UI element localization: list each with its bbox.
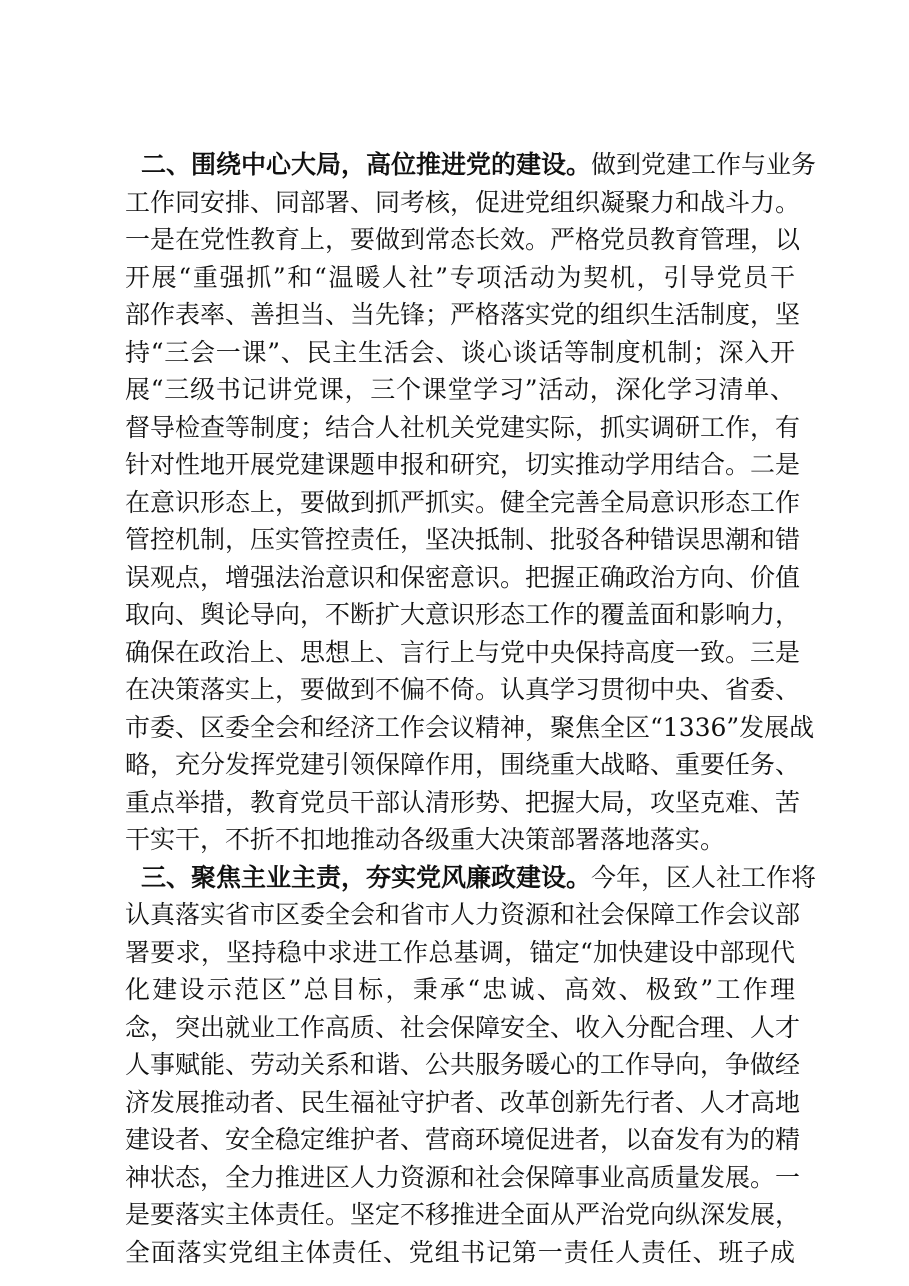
- section2-line: 管控机制，压实管控责任，坚决抵制、批驳各种错误思潮和错: [125, 525, 801, 554]
- section2-line: 取向、舆论导向，不断扩大意识形态工作的覆盖面和影响力，: [125, 600, 801, 629]
- document-body: [125, 146, 817, 1271]
- section2-line: 略，充分发挥党建引领保障作用，围绕重大战略、重要任务、: [125, 750, 801, 779]
- section2-line: 针对性地开展党建课题申报和研究，切实推动学用结合。二是: [125, 450, 801, 479]
- section2-line: 在决策落实上，要做到不偏不倚。认真学习贯彻中央、省委、: [125, 675, 801, 704]
- section2-line: 开展“重强抓”和“温暖人社”专项活动为契机，引导党员干: [125, 262, 795, 292]
- section2-line: 部作表率、善担当、当先锋；严格落实党的组织生活制度，坚: [125, 300, 801, 329]
- section2-line: 工作同安排、同部署、同考核，促进党组织凝聚力和战斗力。: [125, 187, 801, 217]
- section3-line: 认真落实省市区委全会和省市人力资源和社会保障工作会议部: [125, 900, 801, 929]
- section3-first-line-text: 今年，区人社工作将: [591, 862, 817, 892]
- section3-line: 念，突出就业工作高质、社会保障安全、收入分配合理、人才: [125, 1012, 801, 1042]
- section2-heading: 二、围绕中心大局，高位推进党的建设。: [141, 150, 592, 179]
- section2-line: 重点举措，教育党员干部认清形势、把握大局，攻坚克难、苦: [125, 787, 801, 817]
- section3-line: 化建设示范区”总目标，秉承“忠诚、高效、极致”工作理: [125, 975, 795, 1004]
- section3-line: 署要求，坚持稳中求进工作总基调，锚定“加快建设中部现代: [125, 937, 795, 967]
- section2-line: 展“三级书记讲党课，三个课堂学习”活动，深化学习清单、: [125, 375, 795, 404]
- section3-line: 是要落实主体责任。坚定不移推进全面从严治党向纵深发展，: [125, 1200, 801, 1229]
- section2-last-line: 干实干，不折不扣地推动各级重大决策部署落地落实。: [125, 825, 726, 854]
- section3-first-line: [125, 859, 817, 897]
- section2-line: 误观点，增强法治意识和保密意识。把握正确政治方向、价值: [125, 562, 801, 592]
- section3-line: 神状态，全力推进区人力资源和社会保障事业高质量发展。一: [125, 1162, 801, 1192]
- section2-line: 在意识形态上，要做到抓严抓实。健全完善全局意识形态工作: [125, 487, 801, 517]
- section3-heading: 三、聚焦主业主责，夯实党风廉政建设。: [141, 862, 592, 892]
- section2-first-line: [125, 146, 817, 184]
- section3-line: 人事赋能、劳动关系和谐、公共服务暖心的工作导向，争做经: [125, 1050, 801, 1079]
- section2-line: 持“三会一课”、民主生活会、谈心谈话等制度机制；深入开: [125, 337, 795, 367]
- section3-line: 建设者、安全稳定维护者、营商环境促进者，以奋发有为的精: [125, 1125, 801, 1154]
- section2-line: 市委、区委全会和经济工作会议精神，聚焦全区“1336”发展战: [125, 712, 815, 742]
- section2-line: 督导检查等制度；结合人社机关党建实际，抓实调研工作，有: [125, 412, 801, 442]
- section2-line: 一是在党性教育上，要做到常态长效。严格党员教育管理，以: [125, 225, 801, 254]
- section2-line: 确保在政治上、思想上、言行上与党中央保持高度一致。三是: [125, 637, 801, 667]
- section2-first-line-text: 做到党建工作与业务: [591, 150, 817, 179]
- section3-line: 全面落实党组主体责任、党组书记第一责任人责任、班子成: [125, 1237, 795, 1267]
- section3-line: 济发展推动者、民生福祉守护者、改革创新先行者、人才高地: [125, 1087, 801, 1117]
